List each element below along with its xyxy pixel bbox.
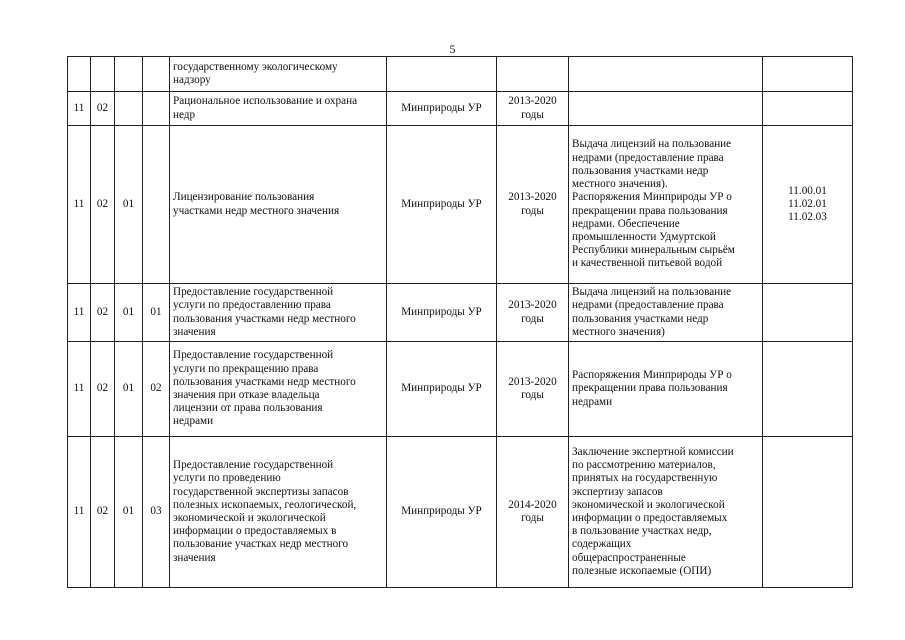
- period-cell: [497, 126, 569, 284]
- expected-result-cell-line: пользования участками недр: [572, 312, 709, 325]
- expected-result-cell-line: Выдача лицензий на пользование: [572, 138, 732, 151]
- measure-name-cell-line: значения: [173, 551, 216, 564]
- expected-result-cell-line: Распоряжения Минприроды УР о: [572, 369, 732, 382]
- expected-result-cell-line: Выдача лицензий на пользование: [572, 286, 732, 299]
- measure-name-cell-line: полезных ископаемых, геологической,: [173, 498, 357, 511]
- executor-cell: [387, 437, 497, 588]
- measure-name-cell: [170, 57, 387, 92]
- executor-cell-text: Минприроды УР: [401, 305, 482, 318]
- expected-result-cell: [569, 342, 763, 437]
- table-row: [68, 57, 853, 92]
- code-m-cell: [143, 57, 170, 92]
- executor-cell-text: Минприроды УР: [401, 382, 482, 395]
- target-indicators-cell-line: 11.02.01: [788, 197, 827, 210]
- code-gp-cell-text: 11: [73, 197, 85, 210]
- code-pp-cell: [91, 57, 115, 92]
- expected-result-cell-line: содержащих: [572, 538, 632, 551]
- executor-cell: [387, 284, 497, 342]
- measure-name-cell-line: экономической и экологической: [173, 512, 326, 524]
- period-cell: [497, 57, 569, 92]
- expected-result-cell-line: общераспространенные: [572, 551, 686, 564]
- measure-name-cell-line: недрами: [173, 415, 214, 428]
- measure-name-cell-line: государственной экспертизы запасов: [173, 485, 349, 498]
- period-cell-line: годы: [521, 312, 544, 325]
- measure-name-cell: [170, 92, 387, 126]
- measure-name-cell-line: пользование участках недр местного: [173, 538, 349, 551]
- expected-result-cell: [569, 92, 763, 126]
- executor-cell-text: Минприроды УР: [401, 505, 482, 518]
- measure-name-cell-line: услуги по прекращению права: [173, 362, 319, 375]
- expected-result-cell-line: недрами. Обеспечение: [572, 217, 680, 230]
- measure-name-cell-line: лицензии от права пользования: [173, 402, 323, 415]
- code-m-cell-text: 01: [150, 305, 162, 318]
- target-indicators-cell: [763, 342, 853, 437]
- expected-result-cell-line: информации о предоставляемых: [572, 512, 728, 524]
- measure-name-cell-line: государственному экологическому: [173, 60, 338, 73]
- measure-name-cell-line: недр: [173, 108, 196, 121]
- period-cell-line: годы: [521, 108, 544, 121]
- expected-result-cell-line: Республики минеральным сырьём: [572, 244, 735, 257]
- target-indicators-cell: [763, 437, 853, 588]
- expected-result-cell: [569, 437, 763, 588]
- expected-result-cell: [569, 284, 763, 342]
- code-gp-cell: [68, 342, 91, 437]
- code-om-cell: [115, 342, 143, 437]
- executor-cell: [387, 92, 497, 126]
- code-m-cell-text: 02: [150, 382, 162, 395]
- measure-name-cell-line: пользования участками недр местного: [173, 312, 356, 325]
- code-gp-cell-text: 11: [73, 101, 85, 114]
- expected-result-cell-line: местного значения): [572, 325, 665, 338]
- expected-result-cell: [569, 57, 763, 92]
- period-cell-line: 2013-2020: [508, 191, 557, 204]
- expected-result-cell-line: экономической и экологической: [572, 498, 725, 511]
- code-m-cell: [143, 126, 170, 284]
- expected-result-cell-line: недрами: [572, 395, 613, 408]
- target-indicators-cell: [763, 57, 853, 92]
- period-cell: [497, 437, 569, 588]
- period-cell: [497, 284, 569, 342]
- measure-name-cell-line: услуги по предоставлению права: [173, 299, 331, 312]
- expected-result-cell-line: местного значения).: [572, 178, 668, 191]
- expected-result-cell-line: Заключение экспертной комиссии: [572, 445, 734, 458]
- code-pp-cell: [91, 92, 115, 126]
- table-row: [68, 284, 853, 342]
- code-pp-cell: [91, 126, 115, 284]
- expected-result-cell-line: прекращении права пользования: [572, 382, 728, 395]
- measure-name-cell-line: Лицензирование пользования: [173, 191, 315, 204]
- code-om-cell: [115, 57, 143, 92]
- code-gp-cell: [68, 126, 91, 284]
- measure-name-cell: [170, 284, 387, 342]
- period-cell-line: годы: [521, 512, 544, 524]
- expected-result-cell-line: промышленности Удмуртской: [572, 230, 716, 243]
- code-pp-cell-text: 02: [96, 101, 109, 114]
- code-m-cell: [143, 92, 170, 126]
- code-om-cell-text: 01: [122, 305, 135, 318]
- target-indicators-cell: [763, 284, 853, 342]
- expected-result-cell-line: недрами (предоставление права: [572, 299, 724, 312]
- code-om-cell: [115, 126, 143, 284]
- code-gp-cell: [68, 284, 91, 342]
- measure-name-cell-line: информации о предоставляемых в: [173, 525, 337, 538]
- measure-name-cell-line: пользования участками недр местного: [173, 375, 356, 388]
- code-gp-cell-text: 11: [73, 305, 85, 318]
- expected-result-cell-line: и качественной питьевой водой: [572, 257, 723, 270]
- code-pp-cell-text: 02: [96, 382, 109, 395]
- executor-cell-text: Минприроды УР: [401, 197, 482, 210]
- expected-result-cell-line: прекращении права пользования: [572, 204, 728, 217]
- executor-cell: [387, 57, 497, 92]
- code-om-cell-text: 01: [122, 505, 135, 518]
- code-om-cell-text: 01: [122, 382, 135, 395]
- expected-result-cell-line: по рассмотрению материалов,: [572, 459, 716, 472]
- period-cell-line: 2014-2020: [508, 498, 557, 511]
- code-m-cell: [143, 342, 170, 437]
- code-pp-cell: [91, 284, 115, 342]
- code-m-cell-text: 03: [150, 505, 162, 518]
- expected-result-cell-line: Распоряжения Минприроды УР о: [572, 191, 732, 204]
- measure-name-cell-line: Предоставление государственной: [173, 459, 334, 472]
- period-cell-line: годы: [521, 204, 544, 217]
- target-indicators-cell-line: 11.02.03: [788, 211, 827, 224]
- period-cell: [497, 342, 569, 437]
- target-indicators-cell-line: 11.00.01: [788, 184, 827, 197]
- code-m-cell: [143, 284, 170, 342]
- executor-cell: [387, 342, 497, 437]
- measure-name-cell-line: Рациональное использование и охрана: [173, 95, 358, 108]
- measure-name-cell-line: участками недр местного значения: [173, 204, 340, 217]
- expected-result-cell-line: экспертизу запасов: [572, 485, 663, 498]
- expected-result-cell: [569, 126, 763, 284]
- table-row: [68, 437, 853, 588]
- expected-result-cell-line: недрами (предоставление права: [572, 151, 724, 164]
- measure-name-cell-line: надзору: [173, 74, 211, 86]
- period-cell-line: 2013-2020: [508, 299, 557, 312]
- code-gp-cell: [68, 437, 91, 588]
- code-pp-cell-text: 02: [96, 197, 109, 210]
- code-gp-cell: [68, 92, 91, 126]
- measure-name-cell-line: Предоставление государственной: [173, 286, 334, 299]
- target-indicators-cell: [763, 126, 853, 284]
- period-cell-line: 2013-2020: [508, 95, 557, 108]
- executor-cell-text: Минприроды УР: [401, 101, 482, 114]
- code-om-cell: [115, 284, 143, 342]
- table-row: [68, 126, 853, 284]
- code-gp-cell-text: 11: [73, 505, 85, 518]
- executor-cell: [387, 126, 497, 284]
- program-table: [67, 56, 853, 588]
- page-number: 5: [449, 42, 456, 56]
- code-pp-cell-text: 02: [96, 305, 109, 318]
- code-gp-cell: [68, 57, 91, 92]
- expected-result-cell-line: пользования участками недр: [572, 164, 709, 177]
- code-om-cell: [115, 92, 143, 126]
- target-indicators-cell: [763, 92, 853, 126]
- period-cell-line: годы: [521, 389, 544, 401]
- measure-name-cell-line: Предоставление государственной: [173, 349, 334, 362]
- code-pp-cell-text: 02: [96, 505, 109, 518]
- code-pp-cell: [91, 342, 115, 437]
- measure-name-cell: [170, 437, 387, 588]
- code-gp-cell-text: 11: [73, 382, 85, 395]
- period-cell-line: 2013-2020: [508, 375, 557, 388]
- expected-result-cell-line: полезные ископаемые (ОПИ): [572, 564, 712, 577]
- code-pp-cell: [91, 437, 115, 588]
- measure-name-cell-line: значения: [173, 325, 216, 338]
- expected-result-cell-line: в пользование участках недр,: [572, 525, 712, 538]
- table-row: [68, 92, 853, 126]
- code-om-cell-text: 01: [122, 197, 135, 210]
- period-cell: [497, 92, 569, 126]
- measure-name-cell: [170, 342, 387, 437]
- code-m-cell: [143, 437, 170, 588]
- measure-name-cell-line: значения при отказе владельца: [173, 389, 320, 401]
- table-row: [68, 342, 853, 437]
- measure-name-cell: [170, 126, 387, 284]
- measure-name-cell-line: услуги по проведению: [173, 472, 281, 485]
- expected-result-cell-line: принятых на государственную: [572, 472, 718, 485]
- code-om-cell: [115, 437, 143, 588]
